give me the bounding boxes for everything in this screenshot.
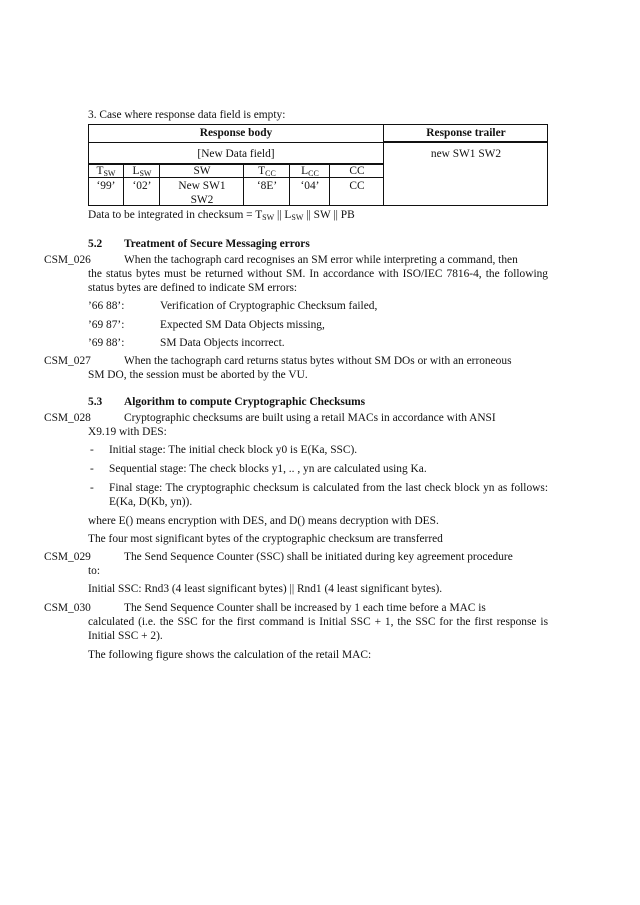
section-number: 5.3 [88, 396, 103, 408]
trailer-subtitle: new SW1 SW2 [430, 148, 502, 160]
section-title: Algorithm to compute Cryptographic Checksums [124, 396, 366, 408]
paragraph: SM DO, the session must be aborted by the VU. [88, 369, 308, 381]
bullet-item: Initial stage: The initial check block y0 is E(Ka, SSC). [109, 444, 358, 456]
paragraph-line: When the tachograph card returns status bytes without SM DOs or with an erroneous [124, 355, 512, 367]
status-code: ’69 87’: [88, 319, 125, 331]
bullet-item: Final stage: The cryptographic checksum is calculated from the last check block yn as follows: E(Ka, D(Kb, yn)). [109, 482, 548, 508]
table-cell: ‘02’ [132, 180, 152, 192]
paragraph-line: When the tachograph card recognises an SM error while interpreting a command, then [124, 254, 518, 266]
trailer-title: Response trailer [426, 127, 506, 139]
col-sw: SW [193, 165, 211, 177]
body-title: Response body [199, 127, 273, 139]
col-cc: CC [349, 165, 365, 177]
status-code: ’69 88’: [88, 337, 125, 349]
requirement-id: CSM_026 [44, 254, 91, 266]
bullet-dash: - [90, 444, 94, 456]
paragraph-line: The Send Sequence Counter (SSC) shall be initiated during key agreement procedure [124, 551, 513, 563]
bullet-dash: - [90, 482, 94, 494]
paragraph: The following figure shows the calculation of the retail MAC: [88, 649, 372, 661]
col-tcc: $T_{CC}$ [258, 165, 276, 178]
col-lcc: $L_{CC}$ [301, 165, 319, 178]
table-cell: ‘99’ [96, 180, 116, 192]
status-text: Verification of Cryptographic Checksum failed, [160, 300, 378, 312]
paragraph-line: The Send Sequence Counter shall be increased by 1 each time before a MAC is [124, 602, 486, 614]
paragraph: calculated (i.e. the SSC for the first command is Initial SSC + 1, the SSC for the first response is Initial SSC + 2). [88, 616, 548, 642]
table-cell: ‘8E’ [256, 180, 278, 192]
paragraph: the status bytes must be returned without SM. In accordance with ISO/IEC 7816-4, the following status bytes are defined to indicate SM errors: [88, 268, 548, 294]
table-cell: New SW1 SW2 [178, 180, 226, 206]
body-subtitle: [New Data field] [197, 148, 275, 160]
bullet-dash: - [90, 463, 94, 475]
col-lsw: $L_{SW}$ [132, 165, 152, 178]
section-title: Treatment of Secure Messaging errors [124, 238, 310, 250]
requirement-id: CSM_027 [44, 355, 91, 367]
status-text: Expected SM Data Objects missing, [160, 319, 325, 331]
requirement-id: CSM_030 [44, 602, 91, 614]
requirement-id: CSM_029 [44, 551, 91, 563]
paragraph-line: Cryptographic checksums are built using a retail MACs in accordance with ANSI [124, 412, 496, 424]
paragraph: The four most significant bytes of the cryptographic checksum are transferred [88, 533, 443, 545]
paragraph: Initial SSC: Rnd3 (4 least significant bytes) || Rnd1 (4 least significant bytes). [88, 583, 443, 595]
status-code: ’66 88’: [88, 300, 125, 312]
intro-text: 3. Case where response data field is empty: [88, 109, 286, 121]
col-tsw: $T_{SW}$ [96, 165, 116, 178]
table-cell: ‘04’ [300, 180, 320, 192]
requirement-id: CSM_028 [44, 412, 91, 424]
paragraph: to: [88, 565, 101, 577]
paragraph: where E() means encryption with DES, and D() means decryption with DES. [88, 515, 439, 527]
paragraph: X9.19 with DES: [88, 426, 167, 438]
section-number: 5.2 [88, 238, 103, 250]
bullet-item: Sequential stage: The check blocks y1, .. , yn are calculated using Ka. [109, 463, 427, 475]
status-text: SM Data Objects incorrect. [160, 337, 285, 349]
table-cell: CC [349, 180, 365, 192]
checksum-formula: Data to be integrated in checksum = $T_{SW}$ || $L_{SW}$ || SW || PB [88, 209, 355, 222]
